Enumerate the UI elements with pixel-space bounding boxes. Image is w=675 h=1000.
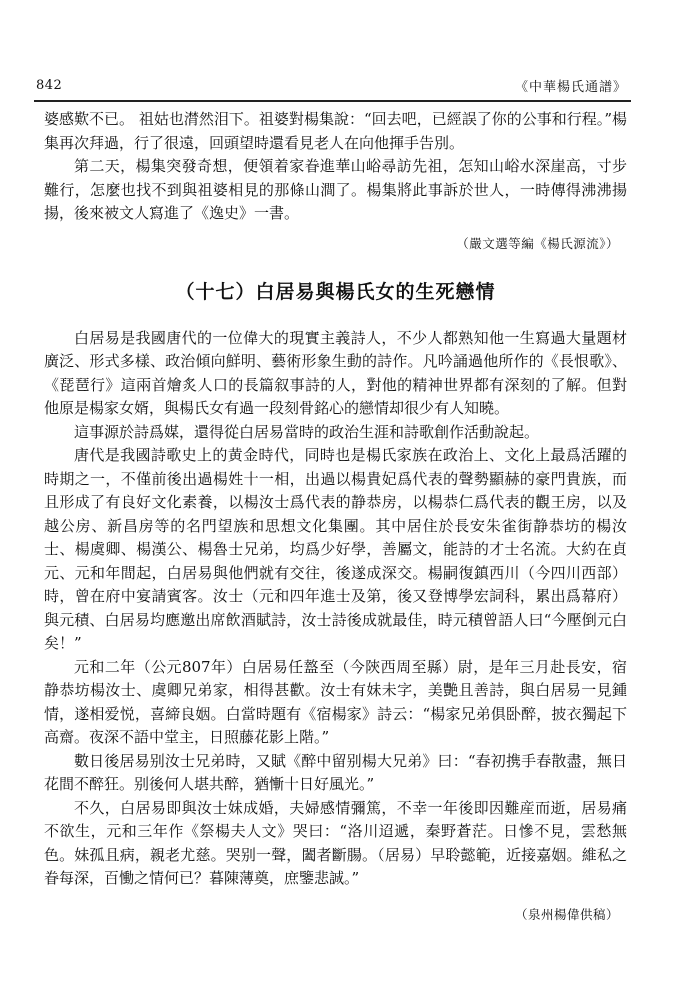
page-number: 842 bbox=[36, 78, 63, 93]
header-rule bbox=[34, 100, 631, 102]
source-citation: （嚴文選等編《楊氏源流》） bbox=[456, 235, 619, 251]
page-body bbox=[44, 108, 627, 926]
body-paragraph: 數日後居易别汝士兄弟時，又賦《醉中留别楊大兄弟》曰：“春初携手春散盡，無日花間不醉狂。别後何人堪共醉，猶慚十日好風光。” bbox=[44, 751, 627, 793]
body-paragraph: 唐代是我國詩歌史上的黄金時代，同時也是楊氏家族在政治上、文化上最爲活躍的時期之一，不僅前後出過楊姓十一相，出過以楊貴妃爲代表的聲勢顯赫的豪門貴族，而且形成了有良好文化素養，以楊汝士爲代表的静恭房，以楊恭仁爲代表的觀王房，以及越公房、新昌房等的名門望族和思想文化集團。其中居住於長安朱雀街静恭坊的楊汝士、楊虞卿、楊漢公、楊魯士兄弟，均爲少好學，善屬文，能詩的才士名流。大約在貞元、元和年間起，白居易與他們就有交往，後遂成深交。楊嗣復鎮西川（今四川西部）時，曾在府中宴請賓客。汝士（元和四年進士及第，後又登博學宏詞科，累出爲幕府）與元積、白居易均應邀出席飲酒賦詩，汝士詩後成就最佳，時元積曾語人曰“今壓倒元白矣！” bbox=[44, 446, 627, 652]
continuation-paragraph: 婆感歎不已。 祖姑也潸然泪下。祖婆對楊集說：“回去吧，已經誤了你的公事和行程。”楊集再次拜過，行了很遠，回頭望時還看見老人在向他揮手告別。 bbox=[44, 110, 627, 152]
body-paragraph: 這事源於詩爲媒，還得從白居易當時的政治生涯和詩歌創作活動說起。 bbox=[74, 422, 540, 441]
contributor-credit: （泉州楊偉供稿） bbox=[514, 906, 619, 922]
running-title: 《中華楊氏通譜》 bbox=[514, 80, 627, 95]
body-paragraph: 白居易是我國唐代的一位偉大的現實主義詩人，不少人都熟知他一生寫過大量題材廣泛、形式多樣、政治傾向鮮明、藝術形象生動的詩作。凡吟誦過他所作的《長恨歌》、《琵琶行》這兩首燴炙人口的長篇叙事詩的人，對他的精神世界都有深刻的了解。但對他原是楊家女婿，與楊氏女有過一段刻骨銘心的戀情却很少有人知曉。 bbox=[44, 328, 627, 417]
body-paragraph: 不久，白居易即與汝士妹成婚，夫婦感情彌篤，不幸一年後即因難産而逝，居易痛不欲生，元和三年作《祭楊夫人文》哭曰：“洛川迢遞，秦野蒼茫。日慘不見，雲愁無色。妹孤且病，親老尤慈。哭别一聲，闔者斷腸。（居易）早聆懿範，近接嘉姻。維私之眷每深，百慟之情何已？暮陳薄奠，庶鑒悲誠。” bbox=[44, 798, 627, 887]
section-title: （十七）白居易與楊氏女的生死戀情 bbox=[175, 281, 496, 303]
body-paragraph: 元和二年（公元807年）白居易任盩至（今陝西周至縣）尉，是年三月赴長安，宿静恭坊楊汝士、虞卿兄弟家，相得甚歡。汝士有妹未字，美艷且善詩，與白居易一見鍾情，遂相爱悦，喜締良姻。白當時題有《宿楊家》詩云：“楊家兄弟俱卧醉，披衣獨起下高齋。夜深不語中堂主，日照藤花影上階。” bbox=[44, 657, 627, 746]
continuation-paragraph: 第二天，楊集突發奇想，便領着家眷進華山峪尋訪先祖，怎知山峪水深崖高，寸步難行，怎麼也找不到與祖婆相見的那條山澗了。楊集將此事訴於世人，一時傳得沸沸揚揚，後來被文人寫進了《逸史》一書。 bbox=[44, 157, 627, 222]
